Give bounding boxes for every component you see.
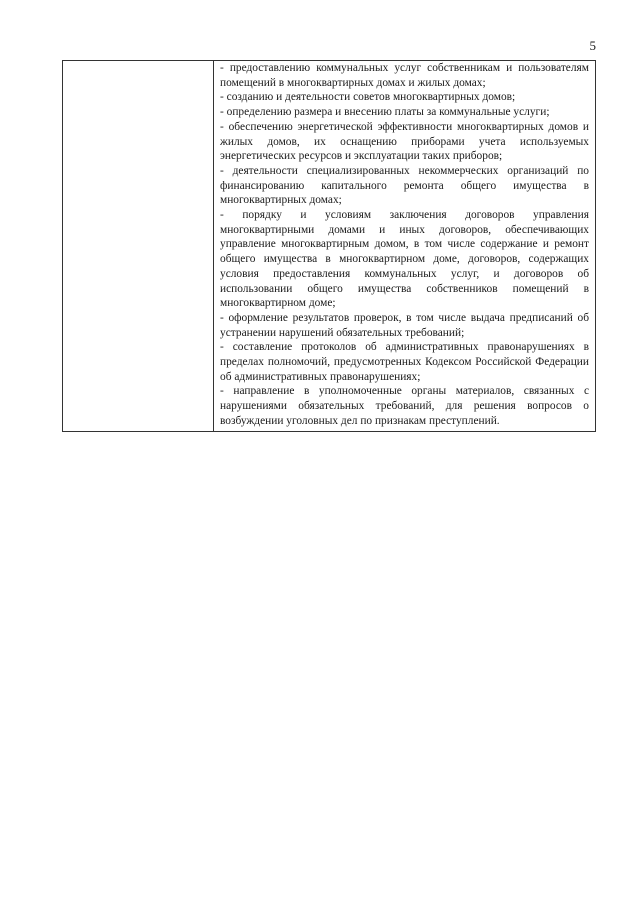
- table-row: [63, 61, 596, 432]
- list-item: - предоставлению коммунальных услуг собственникам и пользователям помещений в многоквартирных домах и жилых домах;: [220, 62, 589, 89]
- right-cell: [214, 61, 596, 432]
- list-item: - определению размера и внесению платы за коммунальные услуги;: [220, 106, 550, 119]
- document-table: [62, 60, 596, 432]
- list-item: - созданию и деятельности советов многоквартирных домов;: [220, 91, 516, 104]
- list-item: - порядку и условиям заключения договоров управления многоквартирными домами и иных договоров, обеспечивающих управление многоквартирным домом, в том числе содержание и ремонт общего имущества в многоквартирном доме, договоров, содержащих условия предоставления коммунальных услуг, и договоров об использовании общего имущества собственников помещений в многоквартирном доме;: [220, 209, 589, 310]
- list-item: - составление протоколов об административных правонарушениях в пределах полномочий, предусмотренных Кодексом Российской Федерации об административных правонарушениях;: [220, 341, 589, 383]
- list-item: - обеспечению энергетической эффективности многоквартирных домов и жилых домов, их оснащению приборами учета используемых энергетических ресурсов и эксплуатации таких приборов;: [220, 120, 589, 163]
- list-item: - оформление результатов проверок, в том числе выдача предписаний об устранении нарушений обязательных требований;: [220, 311, 589, 339]
- list-item: - деятельности специализированных некоммерческих организаций по финансированию капитального ремонта общего имущества в многоквартирных домах;: [220, 164, 589, 207]
- page-number: 5: [589, 38, 596, 53]
- list-item: - направление в уполномоченные органы материалов, связанных с нарушениями обязательных требований, для решения вопросов о возбуждении уголовных дел по признакам преступлений.: [220, 385, 589, 427]
- left-cell: [63, 61, 214, 432]
